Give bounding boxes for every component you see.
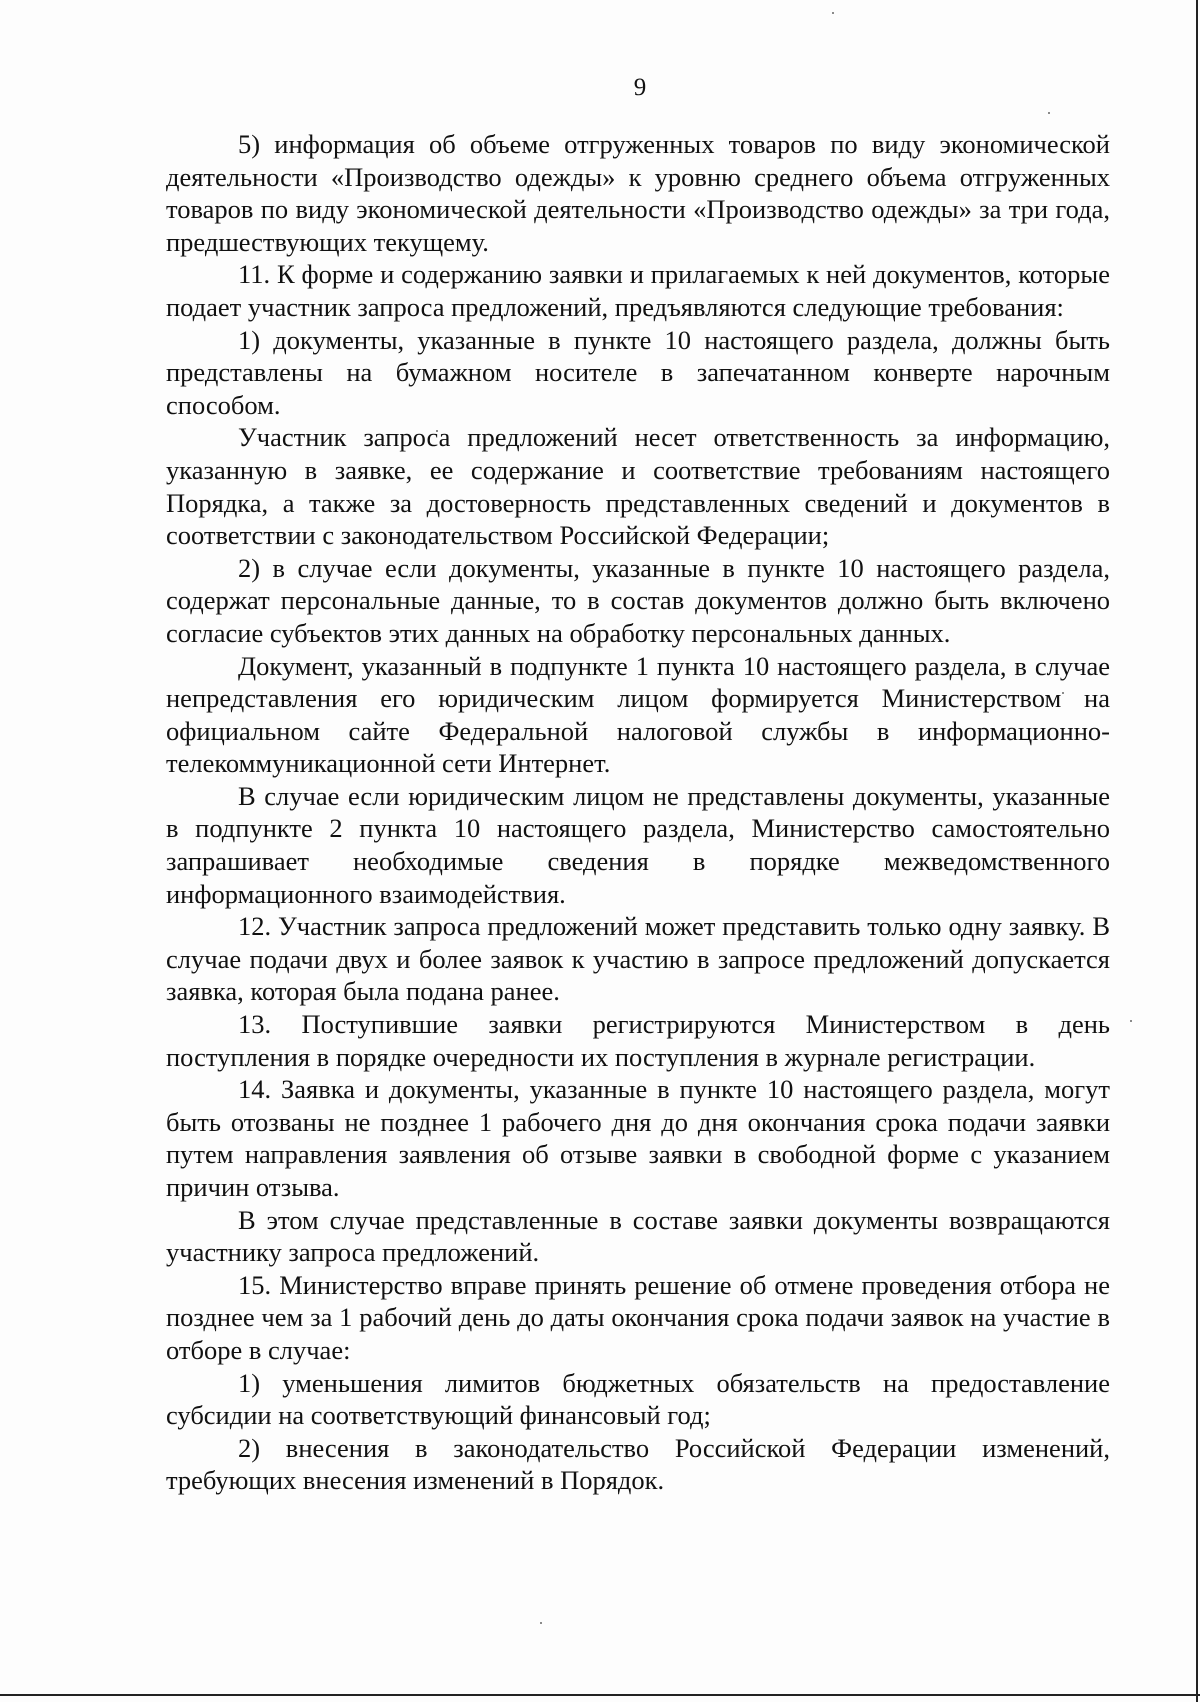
- paragraph: 1) уменьшения лимитов бюджетных обязательств на предоставление субсидии на соответствующий финансовый год;: [166, 1367, 1110, 1431]
- paragraph: 11. К форме и содержанию заявки и прилагаемых к ней документов, которые подает участник запроса предложений, предъявляются следующие требования:: [166, 259, 1110, 322]
- paragraph: 15. Министерство вправе принять решение об отмене проведения отбора не позднее чем за 1 рабочий день до даты окончания срока подачи заявок на участие в отборе в случае:: [166, 1269, 1110, 1365]
- paragraph: 13. Поступившие заявки регистрируются Министерством в день поступления в порядке очередности их поступления в журнале регистрации.: [166, 1009, 1110, 1072]
- paragraph: 12. Участник запроса предложений может представить только одну заявку. В случае подачи двух и более заявок к участию в запросе предложений допускается заявка, которая была подана ранее.: [166, 911, 1110, 1007]
- scan-speck: [1130, 1020, 1132, 1022]
- paragraph: 14. Заявка и документы, указанные в пункте 10 настоящего раздела, могут быть отозваны не позднее 1 рабочего дня до дня окончания срока подачи заявки путем направления заявления об отзыве заявки в свободной форме с указанием причин отзыва.: [166, 1074, 1110, 1202]
- scan-speck: [540, 1622, 542, 1624]
- paragraph: 5) информация об объеме отгруженных товаров по виду экономической деятельности «Производство одежды» к уровню среднего объема отгруженных товаров по виду экономической деятельности «Производство одежды» за три года, предшествующих текущему.: [166, 129, 1110, 257]
- scan-edge-bottom: [0, 1694, 1200, 1696]
- scan-edge-right: [1196, 0, 1198, 1702]
- paragraph: Документ, указанный в подпункте 1 пункта 10 настоящего раздела, в случае непредставления его юридическим лицом формируется Министерством на официальном сайте Федеральной налоговой службы в информационно-телекоммуникационной сети Интернет.: [166, 650, 1110, 779]
- paragraph: В этом случае представленные в составе заявки документы возвращаются участнику запроса предложений.: [166, 1204, 1110, 1268]
- page-number: 9: [633, 74, 647, 101]
- scan-speck: [832, 12, 834, 14]
- document-body: [166, 128, 1110, 1497]
- paragraph: Участник запроса предложений несет ответственность за информацию, указанную в заявке, ее содержание и соответствие требованиям настоящего Порядка, а также за достоверность представленных сведений и документов в соответствии с законодательством Российской Федерации;: [166, 422, 1110, 551]
- paragraph: В случае если юридическим лицом не представлены документы, указанные в подпункте 2 пункта 10 настоящего раздела, Министерство самостоятельно запрашивает необходимые сведения в порядке межведомственного информационного взаимодействия.: [166, 780, 1110, 909]
- paragraph: 2) в случае если документы, указанные в пункте 10 настоящего раздела, содержат персональные данные, то в состав документов должно быть включено согласие субъектов этих данных на обработку персональных данных.: [166, 552, 1110, 648]
- paragraph: 2) внесения в законодательство Российской Федерации изменений, требующих внесения изменений в Порядок.: [166, 1432, 1110, 1496]
- scan-speck: [1048, 112, 1050, 114]
- paragraph: 1) документы, указанные в пункте 10 настоящего раздела, должны быть представлены на бумажном носителе в запечатанном конверте нарочным способом.: [166, 324, 1110, 420]
